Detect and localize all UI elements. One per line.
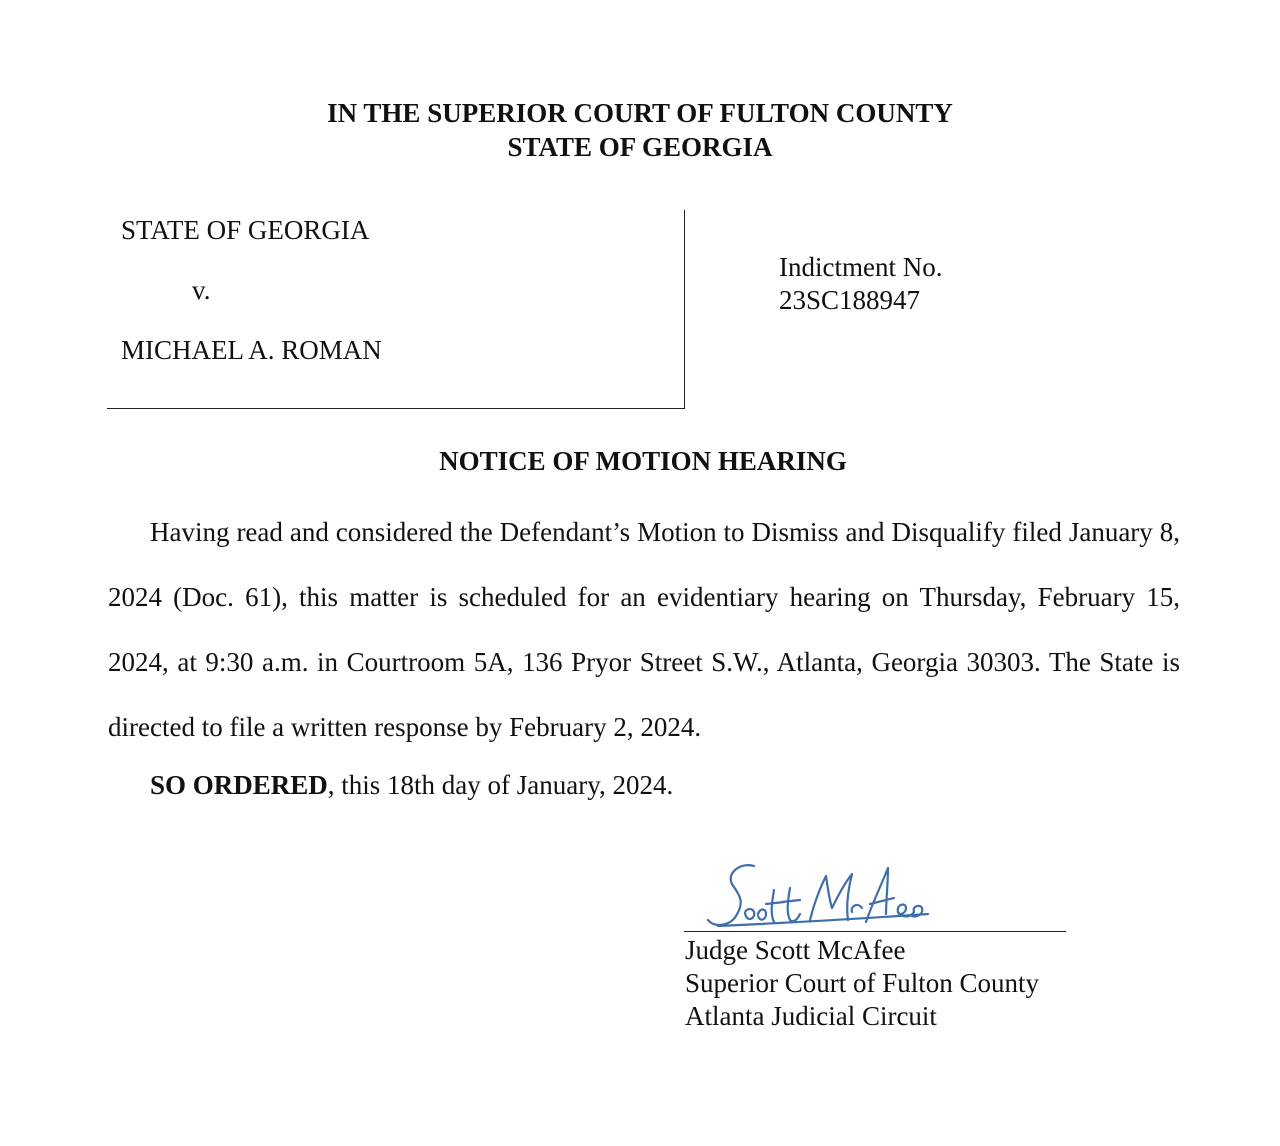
order-line <box>150 768 673 802</box>
case-number-block <box>779 251 942 317</box>
signer-circuit: Atlanta Judicial Circuit <box>685 1001 937 1031</box>
versus-label: v. <box>192 275 211 305</box>
court-state: STATE OF GEORGIA <box>507 132 773 162</box>
court-name: IN THE SUPERIOR COURT OF FULTON COUNTY <box>327 98 953 128</box>
plaintiff: STATE OF GEORGIA <box>121 215 370 245</box>
signer-court: Superior Court of Fulton County <box>685 968 1040 998</box>
defendant: MICHAEL A. ROMAN <box>121 335 382 365</box>
case-number: 23SC188947 <box>779 285 921 315</box>
order-date: , this 18th day of January, 2024. <box>327 770 674 800</box>
so-ordered: SO ORDERED <box>150 770 328 800</box>
signature-line <box>684 931 1066 932</box>
notice-title: NOTICE OF MOTION HEARING <box>439 446 847 476</box>
signature-area <box>684 850 1068 934</box>
signature-image <box>702 854 932 934</box>
signer-name: Judge Scott McAfee <box>685 935 906 965</box>
case-caption <box>107 210 685 409</box>
body-paragraph: Having read and considered the Defendant’s Motion to Dismiss and Disqualify filed January 8, 2024 (Doc. 61), this matter is scheduled for an evidentiary hearing on Thursday, February 15, 2024, at 9:30 a.m. in Courtroom 5A, 136 Pryor Street S.W., Atlanta, Georgia 30303. The State is directed to file a written response by February 2, 2024. <box>108 517 1180 742</box>
signer-block <box>685 934 1039 1033</box>
court-header <box>0 96 1280 164</box>
case-number-label: Indictment No. <box>779 252 943 282</box>
